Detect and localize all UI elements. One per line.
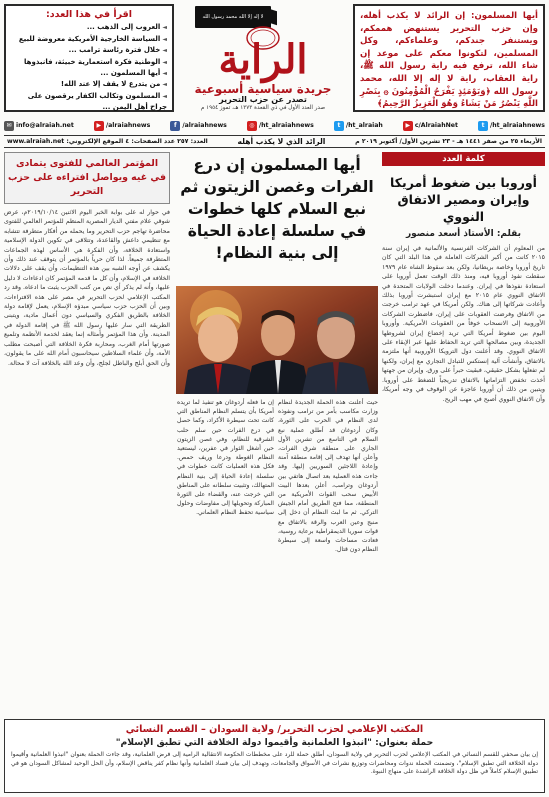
main-article-col2: إن ما فعله أردوغان هو تنفيذ لما تريده أمريكا بأن يتسلم النظام المناطق التي كانت تحت سيطرة الأكراد، وكما حصل في درع الفرات حين سلم حلب الشرقية للنظام، وفي غصن الزيتون حين أشغل الثوار في عفرين، ليستعيد النظام الغوطة ودرعا وريف حمص. فكل هذه العمليات كانت خطوات في سلسلة إعادة الحياة إلى بنية النظام المتهالك، وتثبيت سلطانه على المناطق التي خرجت عنه، والقضاء على الثورة المباركة وتحويلها إلى مفاوضات وحلول سياسية تحفظ النظام العلماني. [177, 399, 274, 517]
email-contact[interactable]: ✉ info@alraiah.net [4, 121, 74, 131]
fatwa-conference-column [4, 152, 170, 715]
fatwa-article-body: في حوار له على بوابة الخبر اليوم الاثنين ٢٠١٩/١٠/١٤م، عرض شوقي علام مفتي الديار المصرية المنظم للمؤتمر العالمي للفتوى محاضرة تهاجم حزب التحرير وما يحمله من أفكار متطرفة تتشابه مع تنظيمي داعش والقاعدة، وتتلاقى في تكوين الدولة الإسلامية واستعادة الخلافة، وأن الفكرة هي الأساس لهذه الجماعات المتطرفة جميعاً. لذا كان حرياً بالمؤتمر أن يتوقف عند ذلك وأن يكشف عن أوجه الشبه بين هذه التنظيمات، وأن يقف على دلالات الخلافة في الإسلام، وأن كل ما قدمه المؤتمر كان ادعاءات لا دليل عليها، وأنه لم يذكر أي نص من كتب الحزب يثبت ما ادعاه. وقد رد المكتب الإعلامي لحزب التحرير في مصر على هذه الافتراءات، وبين أن الحزب حزب سياسي مبدؤه الإسلام، يعمل لإقامة دولة الخلافة بالطريق الفكري والسياسي دون أعمال مادية، ويتبنى الطريقة التي سار عليها رسول الله ﷺ في إقامة الدولة في المدينة. وأن هذا المؤتمر وأمثاله إنما يعقد لخدمة الأنظمة وتلميع صورتها أمام الغرب، ومحاربة فكرة الخلافة التي أصبحت مطلب الأمة، وأن علماء السلاطين سيحاسبون أمام الله على ما يقولون، وأن الحق أبلج والباطل لجلج، وأن وعد الله بالخلافة آت لا محالة. [4, 209, 170, 367]
campaign-body: إن بيان صحفي للقسم النسائي في المكتب الإعلامي لحزب التحرير في ولاية السودان، أطلق حملة للرد على مخططات الحكومة الانتقالية الرامية إلى فرض العلمانية، وقد جاءت الحملة بعنوان "انبذوا العلمانية وأقيموا دولة الخلافة التي تطبق الإسلام"، وتضمنت الحملة ندوات ومحاضرات وتوزيع نشرات في الأسواق والجامعات، وتهدف إلى بيان فساد العلمانية وأنها نظام كفر يناقض الإسلام، وأن الحل الوحيد لمشاكل السودان هو في تطبيق الإسلام كاملاً في ظل دولة الخلافة الراشدة على منهاج النبوة. [11, 751, 538, 776]
editorial-title[interactable]: أوروبا بين ضغوط أمريكا وإيران ومصير الاتفاق النووي [390, 175, 537, 224]
leaders-photo-illustration [176, 286, 378, 394]
issue-number: العدد: ٢٥٧ عدد الصفحات: ٤ الموقع الإلكتروني: www.alraiah.net [7, 138, 208, 145]
first-issue-line: صدر العدد الأول في ذي القعدة ١٣٧٣ هـ، تموز ١٩٥٤ م [200, 105, 326, 111]
flag-text: لا إله إلا الله محمد رسول الله [202, 14, 264, 20]
sudan-campaign-box [4, 719, 545, 793]
mail-icon: ✉ [4, 121, 14, 131]
twitter-tahrir-contact[interactable]: t /ht_alraiah [334, 121, 383, 131]
youtube-channel-icon: ▶ [403, 121, 413, 131]
contents-item[interactable]: ◄ خلال فترة رئاسة ترامب ... [11, 45, 167, 56]
youtube-contact[interactable]: ▶ /alraiahnews [94, 121, 151, 131]
call-quote-box [353, 4, 545, 112]
contents-item[interactable]: ◄ أيها المسلمون ... [11, 68, 167, 79]
contents-title: اقرأ في هذا العدد: [45, 9, 133, 20]
main-article-photo [176, 286, 378, 394]
twitter-icon: t [334, 121, 344, 131]
main-headline[interactable]: أيها المسلمون إن درع الفرات وغصن الزيتون ثم نبع السلام كلها خطوات في سلسلة إعادة الحياة إلى بنية النظام! [180, 156, 374, 262]
fatwa-article-title[interactable]: المؤتمر العالمي للفتوى يتمادى في غيه ويواصل افتراءه على حزب التحرير [4, 152, 170, 204]
twitter-contact[interactable]: t /ht_alraiahnews [478, 121, 545, 131]
main-article-col1: حيث أعلنت هذه الحملة الجديدة لنظام وزارت مكاسب بأمر من ترامب ونفوذه لدى النظام في الحرب على الثورة، وكان أردوغان قد أطلق عملية نبع السلام في التاسع من تشرين الأول الجاري على منطقة شرق الفرات، وأعلن أنها تهدف إلى إقامة منطقة آمنة وإعادة اللاجئين السوريين إليها. وقد جاءت هذه العملية بعد اتصال هاتفي بين أردوغان وترامب، أعلن بعدها البيت الأبيض سحب القوات الأمريكية من المنطقة، مما فتح الطريق أمام الجيش التركي. ثم ما لبث النظام أن دخل إلى منبج وعين العرب والرقة بالاتفاق مع قوات سوريا الديمقراطية برعاية روسية، فعادت مساحات واسعة إلى سيطرة النظام دون قتال. [278, 399, 378, 554]
campaign-headline[interactable]: المكتب الإعلامي لحزب التحرير/ ولاية السودان – القسم النسائي [125, 724, 424, 735]
contents-item[interactable]: ◄ من يتدرع لا يقف إلا عند الله! [11, 79, 167, 90]
newspaper-logo: الراية [218, 36, 308, 83]
channel-contact[interactable]: ▶ c/AlraiahNet [403, 121, 458, 131]
instagram-contact[interactable]: ◎ /ht_alraiahnews [247, 121, 314, 131]
youtube-icon: ▶ [94, 121, 104, 131]
contents-item[interactable]: ◄ السياسة الخارجية الأمريكية معروضة للبيع [11, 34, 167, 45]
masthead-logo-block [180, 4, 346, 112]
editorial-body: من المعلوم أن الشركات الفرنسية والألمانية في إيران سنة ٢٠١٥ كانت من أكبر الشركات العاملة في هذا البلد التي كان تاريخ أوروبا وخاصة بريطانيا، ولكن بعد سقوط الشاه عام ١٩٧٩ سقطت نفوذ أوروبا فيه، ومنذ ذلك الوقت تعمل أوروبا على استعادة نفوذها في إيران. وعندما دخلت الولايات المتحدة في الاتفاق النووي عام ٢٠١٥ مع إيران استبشرت أوروبا بذلك وأعادت شركاتها إلى هناك. ولكن أمريكا في عهد ترامب خرجت من الاتفاق وفرضت العقوبات على إيران، فاضطرت الشركات الأوروبية إلى الانسحاب خوفاً من العقوبات الأمريكية. وأوروبا اليوم بين ضغوط أمريكا التي تريد إخضاع إيران لشروطها الجديدة، وبين مصالحها التي تريد الحفاظ عليها عبر الإبقاء على الاتفاق النووي. وقد أعلنت دول الترويكا الأوروبية أنها ملتزمة بالاتفاق، وأنشأت آلية إنستكس للتبادل التجاري مع إيران، ولكنها لم تفعلها بشكل حقيقي، فبقيت حبراً على ورق. وإيران من جهتها أخذت تخفض التزاماتها بالاتفاق تدريجياً للضغط على أوروبا. ويتبين من ذلك أن أوروبا عاجزة عن الوقوف في وجه أمريكا، وأن الاتفاق النووي أصبح في مهب الريح. [382, 245, 545, 403]
contents-item[interactable]: ◄ العروب إلى الذهب ... [11, 22, 167, 33]
editorial-column [382, 152, 545, 715]
instagram-icon: ◎ [247, 121, 257, 131]
section-header: كلمة العدد [382, 152, 545, 166]
publisher-line: تصدر عن حزب التحرير [219, 95, 307, 104]
quote-verse: ﴿وَيَوْمَئِذٍ يَفْرَحُ الْمُؤْمِنُونَ ۞ بِنَصْرِ اللَّهِ يَنْصُرُ مَنْ يَشَاءُ وَهُوَ الْعَزِيزُ الرَّحِيمُ﴾ [360, 86, 538, 110]
contents-box [4, 4, 174, 112]
quote-text: أيها المسلمون: إن الرائد لا يكذب أهله، وإن حزب التحرير يستنهض هممكم، ويستنفر جندكم، وعلماءكم، وكل المسلمين، لتكونوا معكم على موعد إن شاء الله، ترفع فيه راية رسول الله ﷺ، راية العقاب، راية لا إله إلا الله، محمد رسول الله [360, 11, 538, 97]
twitter-icon: t [478, 121, 488, 131]
masthead-header [4, 4, 545, 114]
editorial-author: بقلم: الأستاذ أسعد منصور [405, 229, 522, 239]
facebook-contact[interactable]: f /alraiahnews [170, 121, 227, 131]
issue-info-bar [4, 135, 545, 148]
issue-date: الأربعاء ٢٥ من صفر ١٤٤١ هـ - ٢٣ تشرين الأول/ أكتوبر ٢٠١٩ م [355, 138, 542, 145]
facebook-icon: f [170, 121, 180, 131]
newspaper-subtitle: جريدة سياسية أسبوعية [194, 82, 332, 96]
contents-item[interactable]: ◄ المسلمون وتكالب الكفار يرقصون على جراح أهل اليمن ... [11, 91, 167, 114]
campaign-subheadline: حملة بعنوان: "انبذوا العلمانية وأقيموا دولة الخلافة التي تطبق الإسلام" [115, 737, 434, 748]
motto: الرائد الذي لا يكذب أهله [237, 137, 326, 146]
contact-row [4, 118, 545, 133]
contents-item[interactable]: ◄ الوطنية فكرة استعمارية خبيثة، فانبذوها [11, 57, 167, 68]
